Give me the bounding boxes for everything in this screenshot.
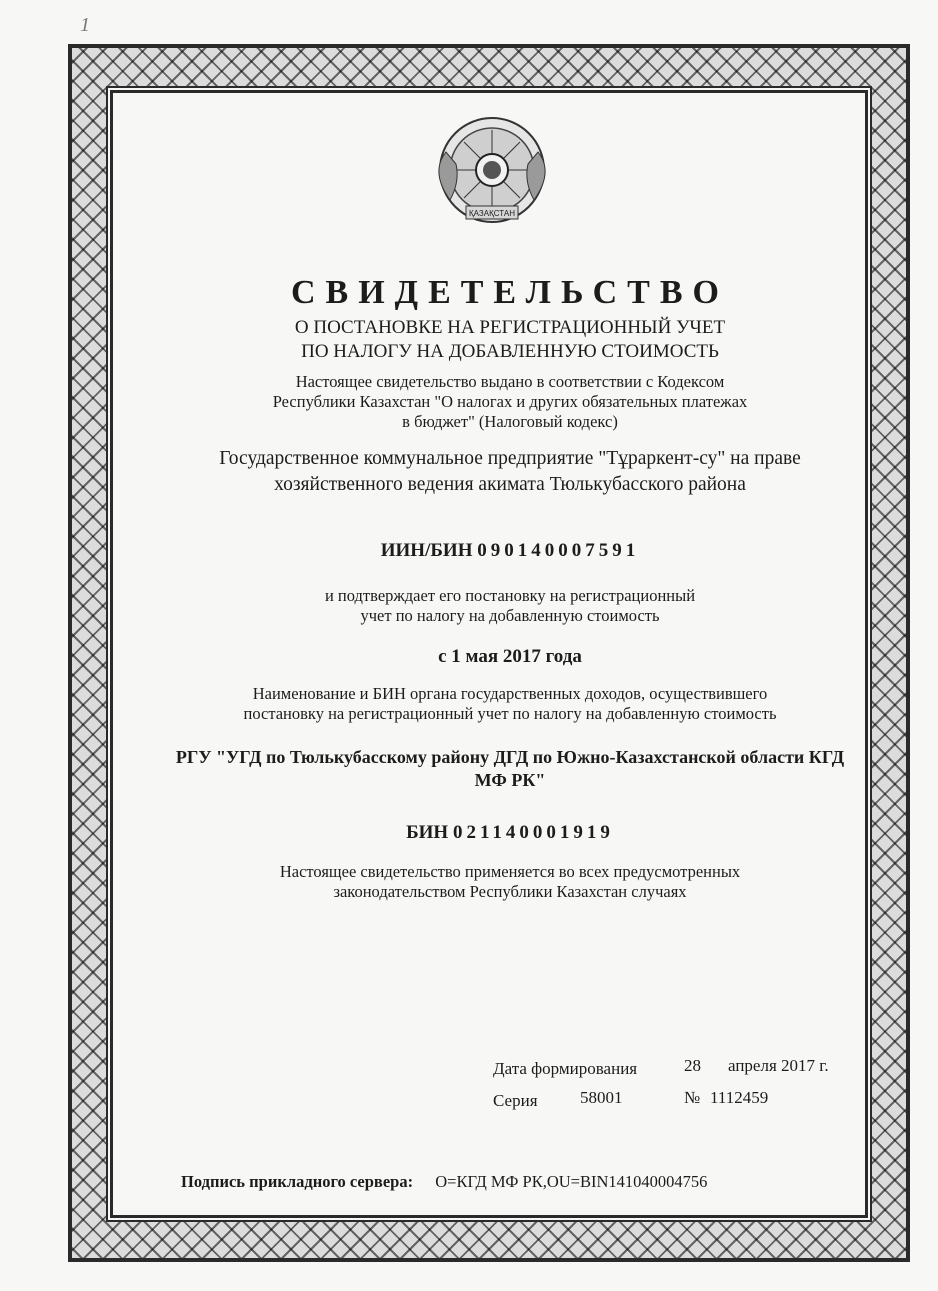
issued-line-1: Настоящее свидетельство выдано в соответствии с Кодексом <box>295 372 725 391</box>
iin-bin-line <box>120 540 900 562</box>
series-label: Серия <box>493 1091 538 1110</box>
registration-date: с 1 мая 2017 года <box>438 646 582 667</box>
authority-bin-value: 021140001919 <box>452 822 614 843</box>
confirmation-text <box>120 586 900 626</box>
authority-caption-line-1: Наименование и БИН органа государственных доходов, осуществившего <box>252 684 768 703</box>
state-emblem-icon <box>420 112 564 232</box>
server-signature-value: O=КГД МФ РК,OU=BIN141040004756 <box>435 1172 708 1191</box>
issued-line-2: Республики Казахстан "О налогах и других обязательных платежах <box>272 392 748 411</box>
applicability-note <box>120 862 900 902</box>
organization-line-1: Государственное коммунальное предприятие "Тұраркент-су" на праве <box>219 448 801 469</box>
confirmation-line-1: и подтверждает его постановку на регистрационный <box>324 586 696 605</box>
issued-statement <box>120 372 900 432</box>
organization-name <box>120 446 900 498</box>
subtitle-line-2: ПО НАЛОГУ НА ДОБАВЛЕННУЮ СТОИМОСТЬ <box>301 341 719 362</box>
formed-date-day: 28 <box>684 1056 701 1075</box>
authority-bin-line <box>120 822 900 844</box>
confirmation-line-2: учет по налогу на добавленную стоимость <box>360 606 660 625</box>
authority-caption-line-2: постановку на регистрационный учет по налогу на добавленную стоимость <box>243 704 777 723</box>
issued-line-3: в бюджет" (Налоговый кодекс) <box>402 412 618 431</box>
server-signature-label: Подпись прикладного сервера: <box>181 1172 414 1191</box>
subtitle-line-1: О ПОСТАНОВКЕ НА РЕГИСТРАЦИОННЫЙ УЧЕТ <box>294 317 726 338</box>
applicability-line-2: законодательством Республики Казахстан случаях <box>333 882 687 901</box>
certificate-subtitle <box>120 316 900 364</box>
applicability-line-1: Настоящее свидетельство применяется во всех предусмотренных <box>279 862 741 881</box>
page-number-mark: 1 <box>80 14 90 36</box>
series-value: 58001 <box>580 1088 623 1107</box>
server-signature <box>181 1172 707 1192</box>
authority-caption <box>120 684 900 724</box>
authority-bin-label: БИН <box>406 822 449 843</box>
number-value: 1112459 <box>710 1088 769 1107</box>
iin-bin-value: 090140007591 <box>477 540 640 561</box>
authority-name <box>120 746 900 792</box>
authority-line-1: РГУ "УГД по Тюлькубасскому району ДГД по Южно-Казахстанской области КГД <box>175 747 845 767</box>
formed-date-month-year: апреля 2017 г. <box>728 1056 829 1075</box>
number-sign: № <box>684 1088 701 1107</box>
emblem-text: ҚАЗАҚСТАН <box>469 209 515 218</box>
authority-line-2: МФ РК" <box>474 770 546 790</box>
formed-date-label: Дата формирования <box>493 1059 638 1078</box>
iin-bin-label: ИИН/БИН <box>380 540 473 561</box>
certificate-title: СВИДЕТЕЛЬСТВО <box>291 274 729 311</box>
organization-line-2: хозяйственного ведения акимата Тюлькубасского района <box>274 474 746 495</box>
